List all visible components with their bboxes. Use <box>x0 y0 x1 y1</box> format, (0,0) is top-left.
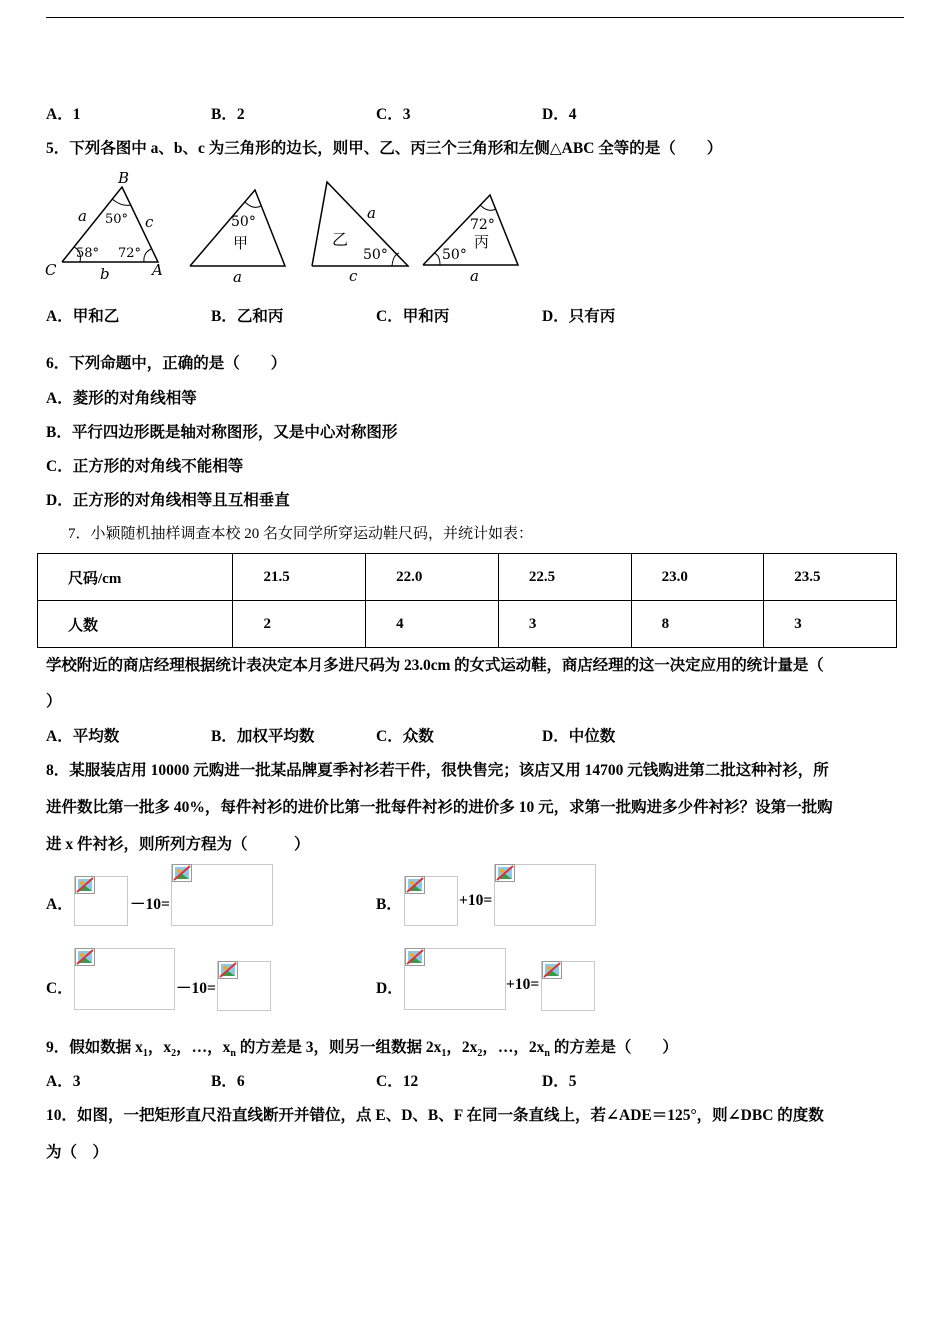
q6-option-d[interactable]: D．正方形的对角线相等且互相垂直 <box>46 492 290 509</box>
q8-option-c-operator: －10= <box>176 980 216 997</box>
q5-stem: 5．下列各图中 a、b、c 为三角形的边长，则甲、乙、丙三个三角形和左侧△ABC 全等的是（ ） <box>46 140 723 157</box>
table-cell: 尺码/cm <box>38 554 233 601</box>
q4-option-d[interactable]: D．4 <box>542 106 577 123</box>
vertex-c: C <box>45 261 57 279</box>
triangle-bing <box>418 185 528 285</box>
q6-option-c[interactable]: C．正方形的对角线不能相等 <box>46 458 244 475</box>
bing-angle-top: 72° <box>470 217 495 233</box>
q7-option-b[interactable]: B．加权平均数 <box>211 728 315 745</box>
q6-option-b[interactable]: B．平行四边形既是轴对称图形，又是中心对称图形 <box>46 424 398 441</box>
q9-option-d[interactable]: D．5 <box>542 1073 577 1090</box>
q8-option-d[interactable]: D． <box>376 980 403 997</box>
table-row <box>38 554 897 601</box>
angle-b: 50° <box>105 212 129 227</box>
q8-option-c[interactable]: C． <box>46 980 73 997</box>
broken-image-icon <box>405 876 425 894</box>
q4-option-a[interactable]: A．1 <box>46 106 81 123</box>
triangle-yi <box>305 175 420 285</box>
table-cell: 人数 <box>38 601 233 648</box>
broken-image-icon <box>542 961 562 979</box>
broken-image-icon <box>495 864 515 882</box>
q8-option-b[interactable]: B． <box>376 896 402 913</box>
q7-text-line2: ） <box>46 693 62 710</box>
q8-line1: 8．某服装店用 10000 元购进一批某品牌夏季衬衫若干件，很快售完；该店又用 14700 元钱购进第二批这种衬衫，所 <box>46 762 829 779</box>
table-cell: 23.0 <box>631 554 764 601</box>
q9-option-b[interactable]: B．6 <box>211 1073 245 1090</box>
q7-text-line1: 学校附近的商店经理根据统计表决定本月多进尺码为 23.0cm 的女式运动鞋，商店经理的这一决定应用的统计量是（ <box>46 657 824 674</box>
table-cell: 4 <box>366 601 499 648</box>
q9-stem: 9．假如数据 $x_1$，$x_2$，…，$x_n$ 的方差是 3，则另一组数据 $2x_1$，$2x_2$，…，$2x_n$ 的方差是（ ） <box>46 1039 678 1060</box>
triangle-jia <box>185 180 295 285</box>
q6-stem: 6．下列命题中，正确的是（ ） <box>46 355 287 372</box>
broken-image-icon <box>218 961 238 979</box>
side-c: c <box>145 213 154 231</box>
angle-a: 72° <box>118 246 142 261</box>
bing-side: a <box>470 267 479 285</box>
q8-option-a-operator: －10= <box>130 896 170 913</box>
q7-stem: 7．小颖随机抽样调查本校 20 名女同学所穿运动鞋尺码，并统计如表： <box>68 526 534 542</box>
q10-line2: 为（ ） <box>46 1144 109 1161</box>
q8-option-b-operator: +10= <box>459 892 493 909</box>
yi-label: 乙 <box>332 230 349 249</box>
vertex-a: A <box>152 261 163 279</box>
q6-option-a[interactable]: A．菱形的对角线相等 <box>46 390 197 407</box>
q8-option-a[interactable]: A． <box>46 896 73 913</box>
header-rule <box>46 17 904 18</box>
jia-angle: 50° <box>231 214 256 230</box>
q9-option-c[interactable]: C．12 <box>376 1073 419 1090</box>
q5-option-b[interactable]: B．乙和丙 <box>211 308 284 325</box>
q8-option-d-operator: +10= <box>506 976 540 993</box>
table-cell: 2 <box>233 601 366 648</box>
yi-side-a: a <box>367 204 376 222</box>
table-cell: 21.5 <box>233 554 366 601</box>
q4-option-c[interactable]: C．3 <box>376 106 411 123</box>
jia-side: a <box>233 268 242 285</box>
vertex-b: B <box>118 169 130 187</box>
table-cell: 8 <box>631 601 764 648</box>
broken-image-icon <box>75 876 95 894</box>
bing-label: 丙 <box>474 233 490 251</box>
side-a: a <box>78 207 87 225</box>
table-cell: 22.0 <box>366 554 499 601</box>
q8-line3: 进 x 件衬衫，则所列方程为（ ） <box>46 836 310 853</box>
broken-image-icon <box>172 864 192 882</box>
angle-c: 58° <box>76 246 100 261</box>
broken-image-icon <box>405 948 425 966</box>
shoe-size-table <box>37 553 897 648</box>
triangle-abc <box>40 165 170 285</box>
q5-option-d[interactable]: D．只有丙 <box>542 308 616 325</box>
side-b: b <box>100 265 110 283</box>
table-cell: 23.5 <box>764 554 897 601</box>
jia-label: 甲 <box>233 234 249 252</box>
q7-option-c[interactable]: C．众数 <box>376 728 434 745</box>
q5-option-a[interactable]: A．甲和乙 <box>46 308 120 325</box>
table-cell: 3 <box>764 601 897 648</box>
table-cell: 3 <box>498 601 631 648</box>
table-row <box>38 601 897 648</box>
q5-option-c[interactable]: C．甲和丙 <box>376 308 450 325</box>
bing-angle-left: 50° <box>442 247 467 263</box>
broken-image-icon <box>75 948 95 966</box>
table-cell: 22.5 <box>498 554 631 601</box>
q8-line2: 进件数比第一批多 40%，每件衬衫的进价比第一批每件衬衫的进价多 10 元，求第一批购进多少件衬衫？设第一批购 <box>46 799 833 816</box>
yi-side-c: c <box>349 267 358 285</box>
q4-option-b[interactable]: B．2 <box>211 106 245 123</box>
q10-line1: 10．如图，一把矩形直尺沿直线断开并错位，点 E、D、B、F 在同一条直线上，若∠ADE＝125°，则∠DBC 的度数 <box>46 1107 824 1124</box>
q7-option-d[interactable]: D．中位数 <box>542 728 616 745</box>
q7-option-a[interactable]: A．平均数 <box>46 728 120 745</box>
q9-option-a[interactable]: A．3 <box>46 1073 81 1090</box>
yi-angle: 50° <box>363 247 388 263</box>
